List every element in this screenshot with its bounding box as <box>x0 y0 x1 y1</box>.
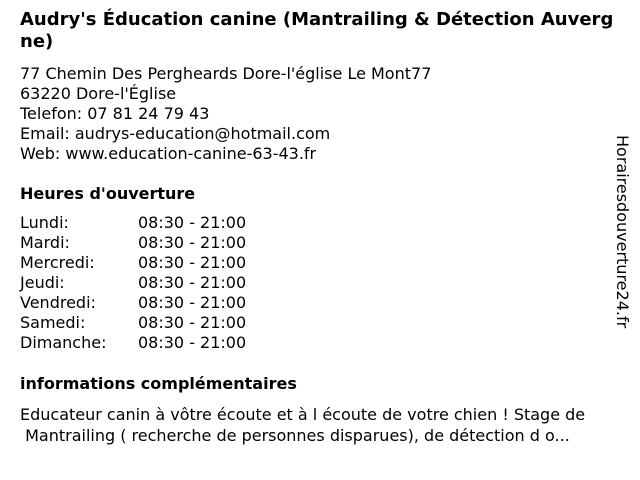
time-range: 08:30 - 21:00 <box>138 253 247 272</box>
opening-hours-list <box>20 213 246 353</box>
website-text: Web: www.education-canine-63-43.fr <box>20 144 317 163</box>
hours-row-saturday <box>20 313 246 333</box>
hours-row-friday <box>20 293 246 313</box>
hours-row-thursday <box>20 273 246 293</box>
address-line-1: 77 Chemin Des Pergheards Dore-l'église Le Mont77 <box>20 64 432 83</box>
day-label: Jeudi: <box>20 273 65 292</box>
day-label: Lundi: <box>20 213 69 232</box>
time-range: 08:30 - 21:00 <box>138 333 247 352</box>
time-range: 08:30 - 21:00 <box>138 273 247 292</box>
additional-info-text <box>20 404 632 446</box>
info-line-2: Mantrailing ( recherche de personnes disparues), de détection d o... <box>20 426 570 445</box>
hours-row-monday <box>20 213 246 233</box>
hours-row-sunday <box>20 333 246 353</box>
info-line-1: Educateur canin à vôtre écoute et à l écoute de votre chien ! Stage de <box>20 405 586 424</box>
email-text: Email: audrys-education@hotmail.com <box>20 124 331 143</box>
time-range: 08:30 - 21:00 <box>138 213 247 232</box>
hours-row-tuesday <box>20 233 246 253</box>
day-label: Vendredi: <box>20 293 96 312</box>
hours-row-wednesday <box>20 253 246 273</box>
site-watermark: Horairesdouverture24.fr <box>613 135 632 329</box>
phone-text: Telefon: 07 81 24 79 43 <box>20 104 210 123</box>
day-label: Samedi: <box>20 313 86 332</box>
additional-info-heading: informations complémentaires <box>20 374 297 393</box>
time-range: 08:30 - 21:00 <box>138 233 247 252</box>
day-label: Mercredi: <box>20 253 95 272</box>
time-range: 08:30 - 21:00 <box>138 313 247 332</box>
day-label: Mardi: <box>20 233 70 252</box>
day-label: Dimanche: <box>20 333 107 352</box>
time-range: 08:30 - 21:00 <box>138 293 247 312</box>
address-line-2: 63220 Dore-l'Église <box>20 84 177 103</box>
business-title: Audry's Éducation canine (Mantrailing & Détection Auvergne) <box>20 9 614 52</box>
contact-block <box>20 64 431 164</box>
opening-hours-heading: Heures d'ouverture <box>20 184 196 203</box>
